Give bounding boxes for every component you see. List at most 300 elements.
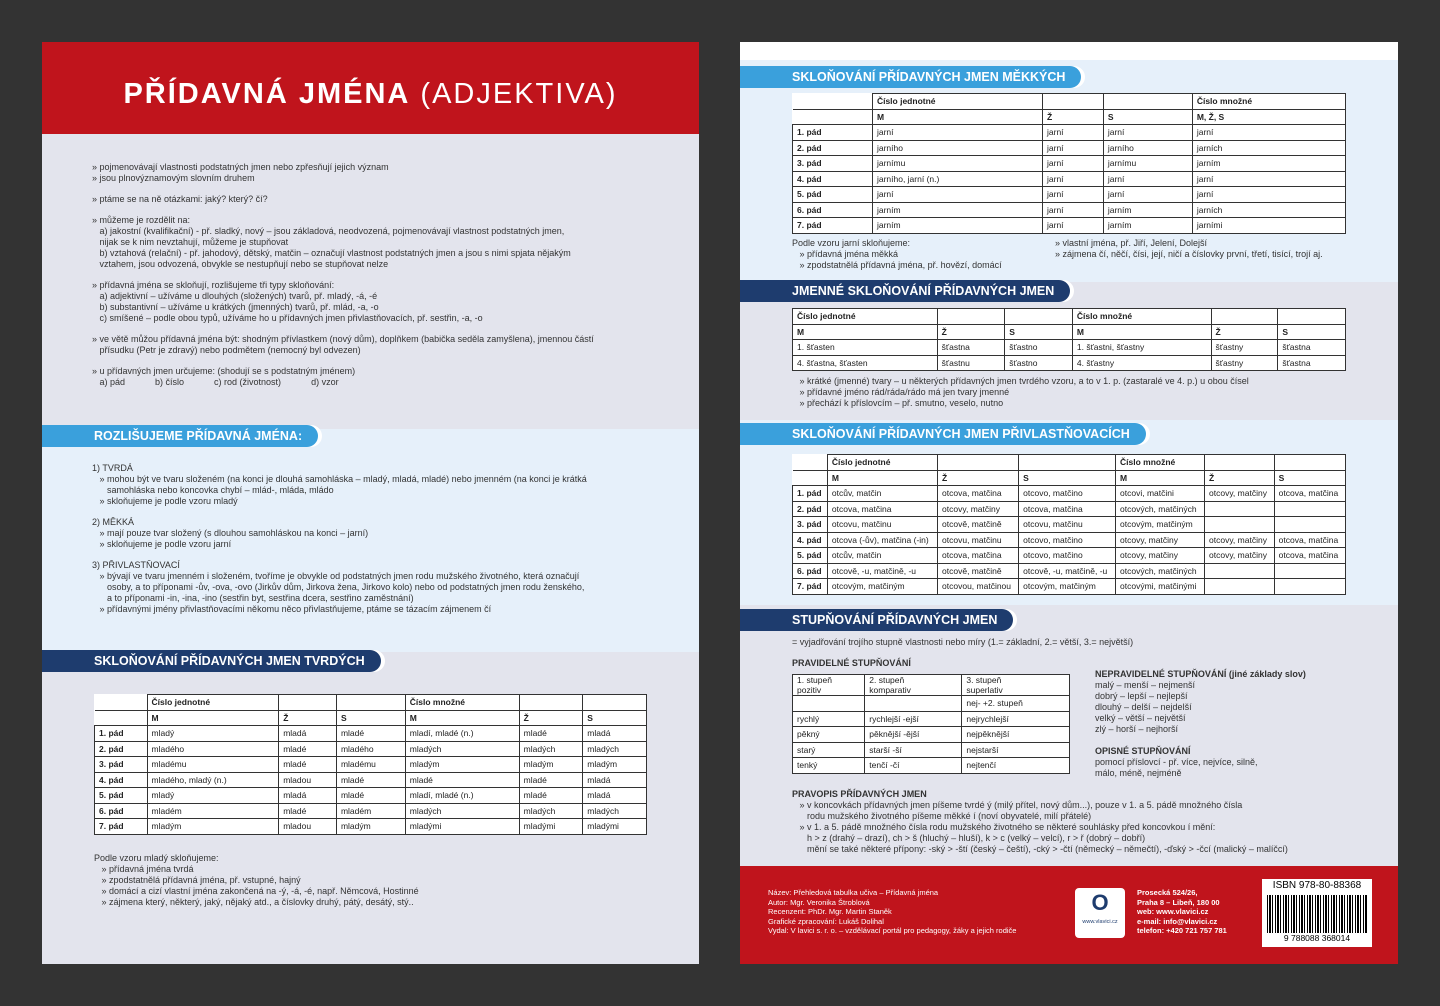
- table-cell: 2. pád: [793, 501, 828, 517]
- table-cell: otcovy, matčiny: [1205, 548, 1275, 564]
- text-line: b) vztahová (relační) - př. jahodový, dětský, matčin – označují vlastnost podstatných jmen a jsou s nimi spjata nějakým: [92, 248, 571, 258]
- table-cell: M: [405, 710, 519, 726]
- table-row: [793, 696, 1070, 712]
- page-title: PŘÍDAVNÁ JMÉNA: [123, 78, 411, 110]
- table-cell: otcova, matčina: [938, 486, 1019, 502]
- table-row: [793, 455, 1346, 471]
- stup-heading: STUPŇOVÁNÍ PŘÍDAVNÝCH JMEN: [740, 609, 1013, 631]
- table-cell: mladých: [583, 741, 647, 757]
- table-row: [95, 788, 647, 804]
- table-cell: otcovo, matčino: [1019, 532, 1116, 548]
- rozlisujeme-section: [42, 429, 699, 652]
- tvrdych-heading: SKLOŇOVÁNÍ PŘÍDAVNÝCH JMEN TVRDÝCH: [42, 650, 381, 672]
- table-cell: otcovo, matčino: [1019, 548, 1116, 564]
- text-line: 2) MĚKKÁ: [92, 517, 135, 527]
- table-cell: jarní: [1103, 187, 1192, 203]
- table-cell: šťastnu: [937, 355, 1005, 371]
- table-cell: šťastny: [1211, 355, 1278, 371]
- table-cell: [1103, 94, 1192, 110]
- table-cell: [279, 695, 337, 711]
- text-line: 1) TVRDÁ: [92, 463, 133, 473]
- table-cell: M: [147, 710, 279, 726]
- table-cell: otcovy, matčiny: [1116, 532, 1205, 548]
- table-cell: S: [1278, 324, 1346, 340]
- table-row: [793, 532, 1346, 548]
- table-cell: [583, 695, 647, 711]
- table-cell: tenký: [793, 758, 865, 774]
- table-cell: [1274, 579, 1345, 595]
- table-cell: 3. stupeň superlativ: [962, 675, 1070, 696]
- table-row: [793, 94, 1346, 110]
- text-line: Vydal: V lavici s. r. o. – vzdělávací portál pro pedagogy, žáky a jejich rodiče: [768, 926, 1017, 935]
- text-line: b) substantivní – užíváme u krátkých (jmenných) tvarů, př. mlád, -a, -o: [92, 302, 379, 312]
- table-cell: S: [583, 710, 647, 726]
- text-line: » přídavnými jmény přivlastňovacími někomu něco přivlastňujeme, ptáme se tázacím zájmenem čí: [92, 604, 492, 614]
- table-cell: 3. pád: [793, 517, 828, 533]
- text-line: Prosecká 524/26,: [1137, 888, 1198, 897]
- text-line: malý – menší – nejmenší: [1095, 680, 1196, 690]
- table-cell: 6. pád: [95, 803, 148, 819]
- neprav-title: NEPRAVIDELNÉ STUPŇOVÁNÍ (jiné základy slov): [1095, 669, 1306, 679]
- table-cell: mladému: [336, 757, 405, 773]
- table-cell: mladá: [583, 726, 647, 742]
- text-line: a) adjektivní – užíváme u dlouhých (složených) tvarů, př. mladý, -á, -é: [92, 291, 378, 301]
- logo-text: www.vlavici.cz: [1082, 919, 1118, 925]
- table-cell: šťastno: [1005, 355, 1073, 371]
- table-cell: 3. pád: [95, 757, 148, 773]
- text-line: přísudku (Petr je zdravý) nebo podmětem (nemocný byl odvezen): [92, 345, 361, 355]
- table-cell: otcovými, matčinými: [1116, 579, 1205, 595]
- isbn-text: ISBN 978-80-88368: [1272, 880, 1362, 891]
- text-line: » přídavná jména tvrdá: [94, 864, 194, 874]
- page-subtitle: (ADJEKTIVA): [410, 78, 618, 110]
- text-line: » u přídavných jmen určujeme: (shodují se s podstatným jménem): [92, 366, 356, 376]
- table-row: [793, 324, 1346, 340]
- table-cell: [793, 455, 828, 471]
- table-cell: Číslo množné: [1192, 94, 1345, 110]
- text-line: [92, 550, 587, 560]
- mekkych-note-left: [792, 238, 1002, 271]
- text-line: » zpodstatnělá přídavná jména, př. hovězí, domácí: [792, 260, 1002, 270]
- table-cell: [1205, 579, 1275, 595]
- text-line: c) smíšené – podle obou typů, užíváme ho u přídavných jmen přivlastňovacích, př. sestřin, -a, -o: [92, 313, 483, 323]
- table-cell: jarní: [1043, 187, 1104, 203]
- table-cell: mladá: [279, 726, 337, 742]
- text-line: málo, méně, nejméně: [1095, 768, 1182, 778]
- jmenne-table: [792, 308, 1346, 371]
- left-sheet: [42, 42, 699, 964]
- table-cell: [937, 309, 1005, 325]
- table-cell: mladými: [583, 819, 647, 835]
- table-cell: otcova, matčina: [1274, 548, 1345, 564]
- table-cell: mladých: [519, 741, 583, 757]
- table-row: [793, 548, 1346, 564]
- text-line: telefon: +420 721 757 781: [1137, 926, 1227, 935]
- table-cell: otcovy, matčiny: [1205, 532, 1275, 548]
- table-cell: mladých: [405, 803, 519, 819]
- table-cell: jarní: [872, 187, 1042, 203]
- table-cell: mladým: [336, 819, 405, 835]
- prav-title: PRAVIDELNÉ STUPŇOVÁNÍ: [792, 658, 911, 668]
- text-line: » zájmena čí, něčí, čísi, její, ničí a číslovky první, třetí, tisící, trojí aj.: [1055, 249, 1323, 259]
- text-line: » krátké (jmenné) tvary – u některých přídavných jmen tvrdého vzoru, a to v 1. p. (zastaralé ve 4. p.) u obou čísel: [792, 376, 1249, 386]
- table-cell: Číslo jednotné: [872, 94, 1042, 110]
- table-row: [793, 156, 1346, 172]
- table-cell: nejtenčí: [962, 758, 1070, 774]
- table-cell: jarním: [1192, 156, 1345, 172]
- table-cell: mladého: [147, 741, 279, 757]
- table-cell: [793, 470, 828, 486]
- table-row: [793, 675, 1070, 696]
- rozlisujeme-list: [92, 463, 587, 615]
- table-cell: Číslo jednotné: [147, 695, 279, 711]
- table-row: [793, 470, 1346, 486]
- table-row: [95, 757, 647, 773]
- text-line: [92, 356, 594, 366]
- table-cell: jarním: [872, 218, 1042, 234]
- table-cell: [793, 109, 873, 125]
- table-cell: otcova, matčina: [1274, 486, 1345, 502]
- mekkych-section: [740, 60, 1398, 282]
- text-line: e-mail: info@vlavici.cz: [1137, 916, 1218, 926]
- text-line: osoby, a to příponami -ův, -ova, -ovo (Jirkův dům, Jirkova žena, Jirkovo kolo) nebo od podstatných jmen rodu ženského,: [92, 582, 585, 592]
- table-row: [793, 742, 1070, 758]
- table-cell: mladé: [519, 772, 583, 788]
- table-cell: jarním: [1103, 202, 1192, 218]
- table-cell: Číslo množné: [405, 695, 519, 711]
- jmenne-heading: JMENNÉ SKLOŇOVÁNÍ PŘÍDAVNÝCH JMEN: [740, 280, 1070, 302]
- tvrdych-section: [42, 652, 699, 964]
- table-cell: mladé: [279, 803, 337, 819]
- text-line: » zpodstatnělá přídavná jména, př. vstupné, hajný: [94, 875, 301, 885]
- footer-credits: [768, 888, 1016, 936]
- table-cell: 2. stupeň komparativ: [865, 675, 962, 696]
- table-cell: 4. šťastna, šťasten: [793, 355, 938, 371]
- table-cell: mladé: [336, 788, 405, 804]
- table-row: [793, 579, 1346, 595]
- table-cell: jarní: [1192, 125, 1345, 141]
- tvrdych-note: [94, 853, 419, 908]
- table-cell: Ž: [519, 710, 583, 726]
- table-cell: otcových, matčiných: [1116, 563, 1205, 579]
- text-line: mění se také některé přípony: -ský > -ští (český – čeští), -cký > -čtí (německý – němečtí), -ďský > -čcí (malický – malíčcí): [792, 844, 1288, 854]
- text-line: » přídavná jména měkká: [792, 249, 899, 259]
- table-cell: jarních: [1192, 202, 1345, 218]
- text-line: Podle vzoru mladý skloňujeme:: [94, 853, 219, 863]
- stup-intro: = vyjadřování trojího stupně vlastnosti nebo míry (1.= základní, 2.= větší, 3.= největší): [792, 637, 1134, 647]
- privl-section: [740, 420, 1398, 605]
- table-row: [95, 819, 647, 835]
- opisne-lines: [1095, 757, 1258, 779]
- table-cell: Ž: [279, 710, 337, 726]
- table-cell: nej- +2. stupeň: [962, 696, 1070, 712]
- table-cell: 7. pád: [793, 218, 873, 234]
- table-cell: mladé: [519, 726, 583, 742]
- table-cell: [1274, 517, 1345, 533]
- prav-table: [792, 674, 1070, 774]
- table-cell: [95, 710, 148, 726]
- isbn-block: [1262, 879, 1372, 947]
- table-cell: 6. pád: [793, 202, 873, 218]
- table-cell: [1211, 309, 1278, 325]
- table-cell: M: [793, 324, 938, 340]
- table-cell: otcova, matčina: [1019, 501, 1116, 517]
- table-cell: jarnímu: [872, 156, 1042, 172]
- stup-section: [740, 605, 1398, 866]
- table-cell: Ž: [938, 470, 1019, 486]
- table-cell: S: [1103, 109, 1192, 125]
- text-line: 3) PŘIVLASTŇOVACÍ: [92, 560, 180, 570]
- table-cell: mladými: [405, 819, 519, 835]
- table-cell: Číslo jednotné: [793, 309, 938, 325]
- text-line: [92, 270, 594, 280]
- table-cell: 2. pád: [95, 741, 148, 757]
- table-cell: mladých: [519, 803, 583, 819]
- table-cell: nejpěknější: [962, 727, 1070, 743]
- table-cell: jarní: [1192, 187, 1345, 203]
- right-sheet: [740, 42, 1398, 964]
- table-cell: [336, 695, 405, 711]
- table-cell: 1. pád: [793, 125, 873, 141]
- table-row: [793, 109, 1346, 125]
- table-cell: jarním: [872, 202, 1042, 218]
- text-line: » v koncovkách přídavných jmen píšeme tvrdé ý (milý přítel, nový dům...), pouze v 1. a 5. pádě množného čísla: [792, 800, 1243, 810]
- table-row: [793, 171, 1346, 187]
- table-row: [793, 501, 1346, 517]
- table-cell: jarní: [1043, 156, 1104, 172]
- privl-table: [792, 454, 1346, 595]
- table-cell: Ž: [1211, 324, 1278, 340]
- table-cell: jarních: [1192, 140, 1345, 156]
- table-cell: jarní: [1043, 140, 1104, 156]
- table-row: [793, 340, 1346, 356]
- table-row: [793, 711, 1070, 727]
- table-cell: otcově, -u, matčině, -u: [827, 563, 937, 579]
- table-cell: S: [1005, 324, 1073, 340]
- text-line: » v 1. a 5. pádě množného čísla rodu mužského životného se některé souhlásky před koncovkou í mění:: [792, 822, 1216, 832]
- jmenne-section: [740, 282, 1398, 420]
- table-cell: mladých: [583, 803, 647, 819]
- table-cell: 3. pád: [793, 156, 873, 172]
- table-cell: mladí, mladé (n.): [405, 726, 519, 742]
- table-cell: otcova (-ův), matčina (-in): [827, 532, 937, 548]
- table-cell: jarními: [1192, 218, 1345, 234]
- table-cell: M: [1116, 470, 1205, 486]
- table-cell: [865, 696, 962, 712]
- table-cell: jarní: [1103, 125, 1192, 141]
- table-cell: otcovým, matčiným: [827, 579, 937, 595]
- text-line: h > z (drahý – drazí), ch > š (hluchý – hluší), k > c (velký – velcí), r > ř (dobrý – dobří): [792, 833, 1146, 843]
- table-cell: otcově, matčině: [938, 563, 1019, 579]
- text-line: a) jakostní (kvalifikační) - př. sladký, nový – jsou základová, neodvozená, pojmenovávají vlastnost podstatných jmen,: [92, 226, 565, 236]
- text-line: » skloňujeme je podle vzoru mladý: [92, 496, 238, 506]
- text-line: [92, 184, 594, 194]
- table-cell: 5. pád: [95, 788, 148, 804]
- text-line: Podle vzoru jarní skloňujeme:: [792, 238, 911, 248]
- text-line: [92, 205, 594, 215]
- table-cell: mladé: [279, 741, 337, 757]
- table-cell: pěknější -ější: [865, 727, 962, 743]
- table-cell: mladé: [336, 726, 405, 742]
- table-cell: mladého: [336, 741, 405, 757]
- table-cell: mladá: [279, 788, 337, 804]
- text-line: [92, 324, 594, 334]
- table-cell: šťastna: [937, 340, 1005, 356]
- table-cell: [938, 455, 1019, 471]
- table-cell: šťastny: [1211, 340, 1278, 356]
- intro-list: [92, 162, 594, 388]
- table-row: [793, 727, 1070, 743]
- table-cell: mladému: [147, 757, 279, 773]
- text-line: a) pád b) číslo c) rod (životnost) d) vzor: [92, 377, 339, 387]
- text-line: » přídavná jména se skloňují, rozlišujeme tři typy skloňování:: [92, 280, 335, 290]
- table-cell: M: [827, 470, 937, 486]
- table-cell: otcovým, matčiným: [1116, 517, 1205, 533]
- table-cell: otcův, matčin: [827, 486, 937, 502]
- table-cell: jarního: [872, 140, 1042, 156]
- table-cell: 2. pád: [793, 140, 873, 156]
- table-cell: otcova, matčina: [827, 501, 937, 517]
- table-row: [95, 741, 647, 757]
- table-row: [793, 202, 1346, 218]
- footer: [740, 866, 1398, 964]
- table-cell: 4. šťastny: [1072, 355, 1211, 371]
- neprav-lines: [1095, 680, 1195, 735]
- table-cell: Číslo množné: [1116, 455, 1205, 471]
- table-cell: mladými: [519, 819, 583, 835]
- table-cell: jarní: [872, 125, 1042, 141]
- footer-address: [1137, 888, 1227, 936]
- text-line: Praha 8 – Libeň, 180 00: [1137, 897, 1220, 907]
- table-cell: [1274, 563, 1345, 579]
- text-line: » ve větě můžou přídavná jména být: shodným přívlastkem (nový dům), doplňkem (babička seděla zamyšlena), jmennou částí: [92, 334, 594, 344]
- text-line: [92, 507, 587, 517]
- table-cell: starší -ší: [865, 742, 962, 758]
- text-line: Název: Přehledová tabulka učiva – Přídavná jména: [768, 888, 939, 897]
- table-row: [95, 803, 647, 819]
- table-cell: rychlejší -ejší: [865, 711, 962, 727]
- table-cell: [793, 696, 865, 712]
- table-cell: šťastna: [1278, 340, 1346, 356]
- table-cell: mladou: [279, 772, 337, 788]
- pravopis-title: PRAVOPIS PŘÍDAVNÝCH JMEN: [792, 789, 927, 799]
- text-line: web: www.vlavici.cz: [1137, 907, 1209, 916]
- text-line: velký – větší – největší: [1095, 713, 1186, 723]
- table-cell: mladé: [519, 788, 583, 804]
- barcode-number: 9 788088 368014: [1283, 933, 1351, 943]
- table-row: [793, 187, 1346, 203]
- text-line: » přechází k příslovcím – př. smutno, veselo, nutno: [792, 398, 1004, 408]
- table-cell: jarnímu: [1103, 156, 1192, 172]
- table-cell: M: [872, 109, 1042, 125]
- table-row: [793, 355, 1346, 371]
- table-row: [793, 218, 1346, 234]
- table-cell: 4. pád: [793, 532, 828, 548]
- table-cell: jarní: [1043, 125, 1104, 141]
- opisne-title: OPISNÉ STUPŇOVÁNÍ: [1095, 746, 1191, 756]
- table-row: [793, 309, 1346, 325]
- table-cell: Ž: [1043, 109, 1104, 125]
- table-cell: 7. pád: [793, 579, 828, 595]
- table-row: [793, 125, 1346, 141]
- table-cell: [519, 695, 583, 711]
- table-cell: otcovi, matčini: [1116, 486, 1205, 502]
- table-cell: 1. stupeň pozitiv: [793, 675, 865, 696]
- table-cell: mladý: [147, 726, 279, 742]
- table-cell: mladým: [147, 819, 279, 835]
- text-line: » mohou být ve tvaru složeném (na konci je dlouhá samohláska – mladý, mladá, mladé) nebo jmenném (na konci je krátká: [92, 474, 587, 484]
- table-cell: starý: [793, 742, 865, 758]
- table-cell: mladým: [519, 757, 583, 773]
- text-line: zlý – horší – nejhorší: [1095, 724, 1179, 734]
- table-cell: tenčí -čí: [865, 758, 962, 774]
- barcode-icon: [1267, 895, 1367, 933]
- mekkych-heading: SKLOŇOVÁNÍ PŘÍDAVNÝCH JMEN MĚKKÝCH: [740, 66, 1081, 88]
- table-cell: [1274, 501, 1345, 517]
- table-cell: [1043, 94, 1104, 110]
- table-cell: otcovým, matčiným: [1019, 579, 1116, 595]
- table-cell: 1. pád: [95, 726, 148, 742]
- text-line: pomocí příslovcí - př. více, nejvíce, silně,: [1095, 757, 1258, 767]
- table-cell: [1205, 563, 1275, 579]
- table-cell: jarního: [1103, 140, 1192, 156]
- text-line: Autor: Mgr. Veronika Štroblová: [768, 897, 870, 907]
- mekkych-note-right: [1055, 238, 1323, 260]
- table-cell: otcova, matčina: [938, 548, 1019, 564]
- privl-heading: SKLOŇOVÁNÍ PŘÍDAVNÝCH JMEN PŘIVLASTŇOVACÍCH: [740, 423, 1146, 445]
- table-cell: 1. pád: [793, 486, 828, 502]
- text-line: » skloňujeme je podle vzoru jarní: [92, 539, 232, 549]
- table-cell: otcově, matčině: [938, 517, 1019, 533]
- table-cell: otcovu, matčinu: [1019, 517, 1116, 533]
- table-row: [793, 517, 1346, 533]
- table-row: [793, 486, 1346, 502]
- table-cell: mladý: [147, 788, 279, 804]
- table-cell: mladém: [147, 803, 279, 819]
- text-line: » přídavné jméno rád/ráda/rádo má jen tvary jmenné: [792, 387, 1010, 397]
- table-cell: [1019, 455, 1116, 471]
- table-cell: nejstarší: [962, 742, 1070, 758]
- table-cell: jarního, jarní (n.): [872, 171, 1042, 187]
- table-row: [793, 758, 1070, 774]
- table-cell: mladého, mladý (n.): [147, 772, 279, 788]
- table-row: [95, 695, 647, 711]
- table-cell: jarní: [1103, 171, 1192, 187]
- table-cell: S: [1019, 470, 1116, 486]
- intro-section: [42, 134, 699, 429]
- table-cell: [1274, 455, 1345, 471]
- rozlisujeme-heading: ROZLIŠUJEME PŘÍDAVNÁ JMÉNA:: [42, 425, 318, 447]
- table-cell: 4. pád: [793, 171, 873, 187]
- pravopis-lines: [792, 800, 1288, 855]
- table-cell: mladé: [336, 772, 405, 788]
- table-cell: otcovu, matčinu: [938, 532, 1019, 548]
- table-cell: otcovu, matčinu: [827, 517, 937, 533]
- table-cell: pěkný: [793, 727, 865, 743]
- table-cell: otcově, -u, matčině, -u: [1019, 563, 1116, 579]
- mekkych-table: [792, 93, 1346, 234]
- table-cell: šťastna: [1278, 355, 1346, 371]
- table-cell: [793, 94, 873, 110]
- table-row: [793, 563, 1346, 579]
- table-cell: [1205, 517, 1275, 533]
- table-cell: Ž: [1205, 470, 1275, 486]
- table-row: [95, 710, 647, 726]
- table-row: [793, 140, 1346, 156]
- table-cell: otcovy, matčiny: [1205, 486, 1275, 502]
- table-cell: 7. pád: [95, 819, 148, 835]
- text-line: » můžeme je rozdělit na:: [92, 215, 191, 225]
